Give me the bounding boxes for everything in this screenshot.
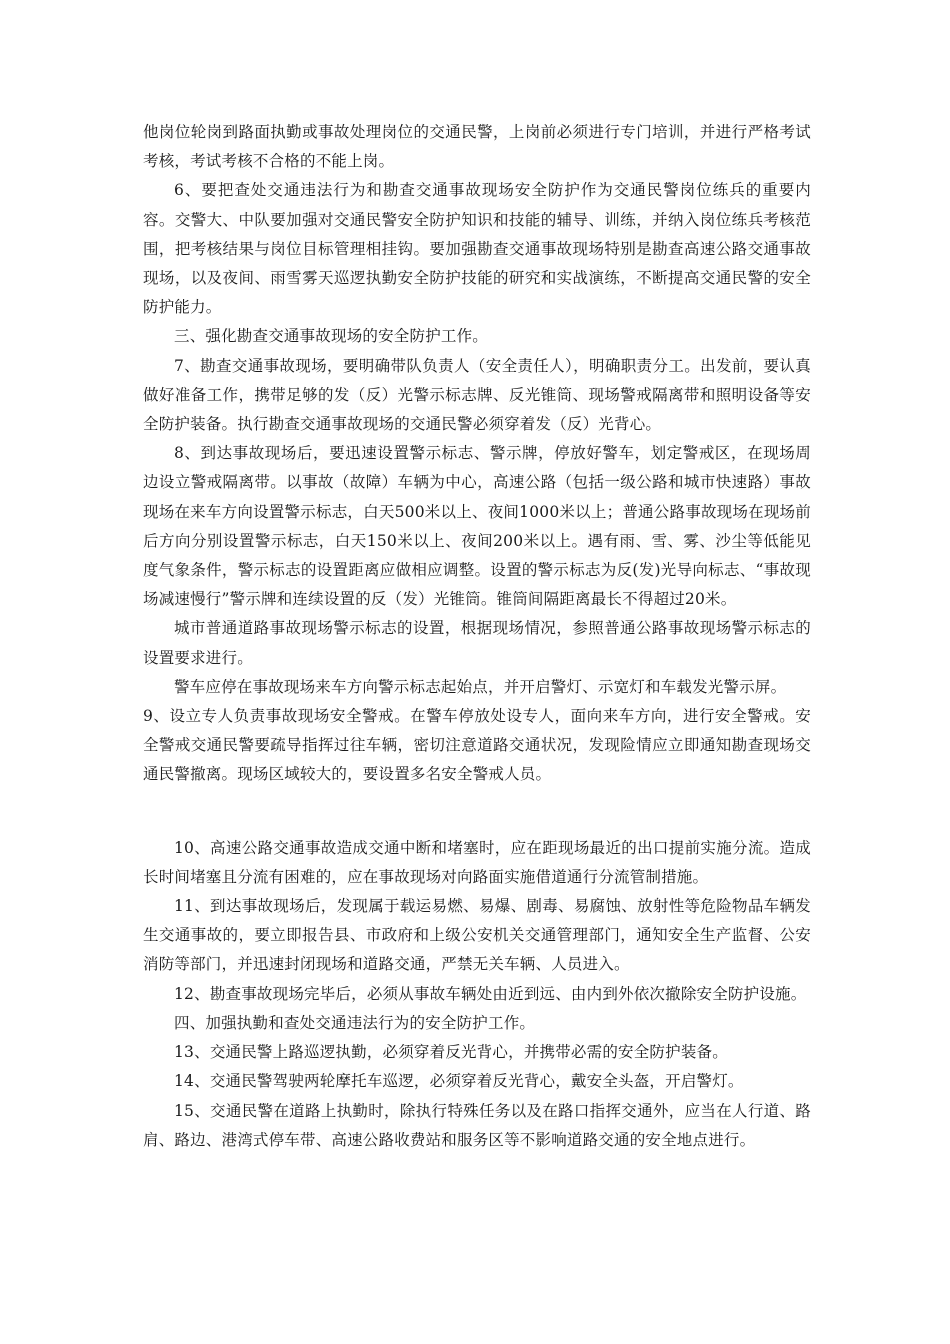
paragraph: 三、强化勘查交通事故现场的安全防护工作。 xyxy=(174,327,489,346)
paragraph: 14、交通民警驾驶两轮摩托车巡逻，必须穿着反光背心，戴安全头盔，开启警灯。 xyxy=(174,1072,744,1091)
paragraph: 7、勘查交通事故现场，要明确带队负责人（安全责任人），明确职责分工。出发前，要认真做好准备工作，携带足够的发（反）光警示标志牌、反光锥筒、现场警戒隔离带和照明设备等安全防护装备。执行勘查交通事故现场的交通民警必须穿着发（反）光背心。 xyxy=(143,356,811,434)
paragraph: 13、交通民警上路巡逻执勤，必须穿着反光背心，并携带必需的安全防护装备。 xyxy=(174,1043,728,1062)
paragraph-group-2 xyxy=(143,834,811,1155)
section-gap xyxy=(143,790,811,834)
paragraph: 9、设立专人负责事故现场安全警戒。在警车停放处设专人，面向来车方向，进行安全警戒。安全警戒交通民警要疏导指挥过往车辆，密切注意道路交通状况，发现险情应立即通知勘查现场交通民警撤离。现场区域较大的，要设置多名安全警戒人员。 xyxy=(143,707,811,784)
paragraph: 他岗位轮岗到路面执勤或事故处理岗位的交通民警，上岗前必须进行专门培训，并进行严格考试考核，考试考核不合格的不能上岗。 xyxy=(143,123,811,171)
paragraph: 警车应停在事故现场来车方向警示标志起始点，并开启警灯、示宽灯和车载发光警示屏。 xyxy=(174,677,787,696)
document-page xyxy=(143,118,811,1155)
paragraph: 12、勘查事故现场完毕后，必须从事故车辆处由近到远、由内到外依次撤除安全防护设施。 xyxy=(174,984,807,1003)
paragraph: 城市普通道路事故现场警示标志的设置，根据现场情况，参照普通公路事故现场警示标志的设置要求进行。 xyxy=(143,619,811,667)
paragraph: 10、高速公路交通事故造成交通中断和堵塞时，应在距现场最近的出口提前实施分流。造成长时间堵塞且分流有困难的，应在事故现场对向路面实施借道通行分流管制措施。 xyxy=(143,838,811,886)
paragraph: 8、到达事故现场后，要迅速设置警示标志、警示牌，停放好警车，划定警戒区，在现场周边设立警戒隔离带。以事故（故障）车辆为中心，高速公路（包括一级公路和城市快速路）事故现场在来车方向设置警示标志，白天500米以上、夜间1000米以上；普通公路事故现场在现场前后方向分别设置警示标志，白天150米以上、夜间200米以上。遇有雨、雪、雾、沙尘等低能见度气象条件，警示标志的设置距离应做相应调整。设置的警示标志为反(发)光导向标志、“事故现场减速慢行”警示牌和连续设置的反（发）光锥筒。锥筒间隔距离最长不得超过20米。 xyxy=(143,444,811,609)
paragraph: 15、交通民警在道路上执勤时，除执行特殊任务以及在路口指挥交通外，应当在人行道、路肩、路边、港湾式停车带、高速公路收费站和服务区等不影响道路交通的安全地点进行。 xyxy=(143,1101,811,1149)
paragraph: 6、要把查处交通违法行为和勘查交通事故现场安全防护作为交通民警岗位练兵的重要内容。交警大、中队要加强对交通民警安全防护知识和技能的辅导、训练，并纳入岗位练兵考核范围，把考核结果与岗位目标管理相挂钩。要加强勘查交通事故现场特别是勘查高速公路交通事故现场，以及夜间、雨雪雾天巡逻执勤安全防护技能的研究和实战演练，不断提高交通民警的安全防护能力。 xyxy=(143,181,811,317)
paragraph-group-1 xyxy=(143,118,811,790)
paragraph: 11、到达事故现场后，发现属于载运易燃、易爆、剧毒、易腐蚀、放射性等危险物品车辆发生交通事故的，要立即报告县、市政府和上级公安机关交通管理部门，通知安全生产监督、公安消防等部门，并迅速封闭现场和道路交通，严禁无关车辆、人员进入。 xyxy=(143,897,811,974)
paragraph: 四、加强执勤和查处交通违法行为的安全防护工作。 xyxy=(174,1013,536,1032)
